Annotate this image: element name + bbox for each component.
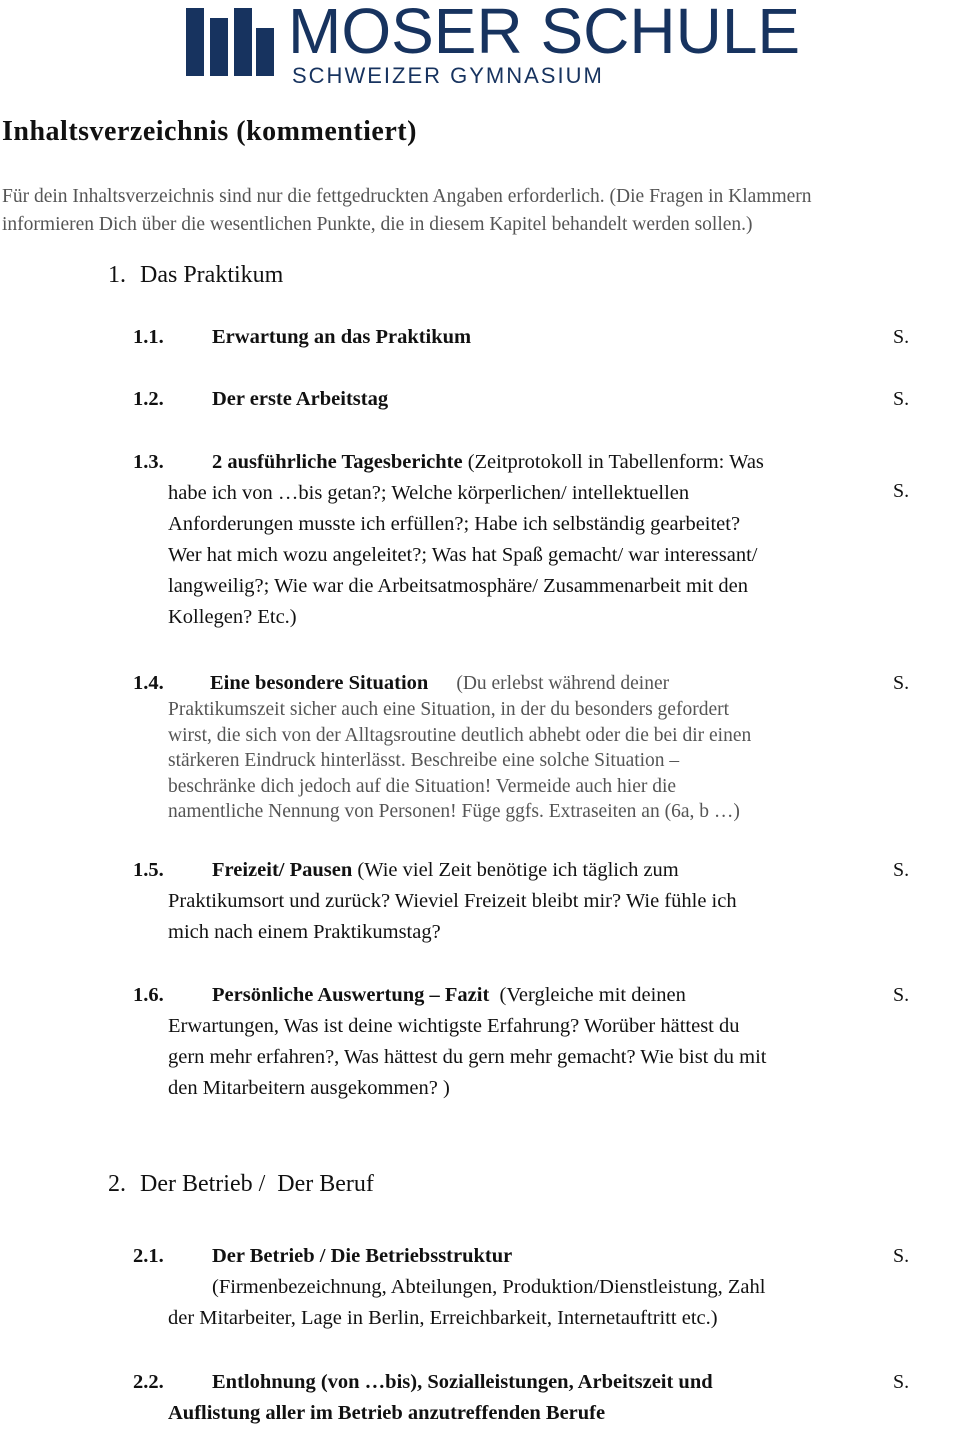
- toc-entry-1-6: [133, 980, 873, 1104]
- entry-desc-line: habe ich von …bis getan?; Welche körperlichen/ intellektuellen: [168, 482, 690, 504]
- entry-title: Eine besondere Situation: [210, 672, 429, 694]
- entry-desc-line: (Firmenbezeichnung, Abteilungen, Produktion/Dienstleistung, Zahl: [212, 1276, 766, 1298]
- entry-desc-line: beschränke dich jedoch auf die Situation! Vermeide auch hier die: [168, 775, 677, 797]
- page-ref-1-5: S.: [893, 859, 910, 881]
- toc-entry-1-3: [133, 447, 873, 633]
- entry-desc-line: Kollegen? Etc.): [168, 606, 297, 628]
- entry-number: 1.6.: [133, 984, 164, 1006]
- page-ref-2-1: S.: [893, 1245, 910, 1267]
- entry-number: 2.1.: [133, 1245, 164, 1267]
- logo-subtitle: SCHWEIZER GYMNASIUM: [292, 63, 604, 88]
- page-ref-1-2: S.: [893, 388, 910, 410]
- page-ref-1-4: S.: [893, 672, 910, 694]
- entry-number: 1.2.: [133, 388, 164, 410]
- section-2-title: Der Betrieb / Der Beruf: [140, 1171, 374, 1197]
- intro-text: [2, 183, 960, 239]
- entry-desc-line: Anforderungen musste ich erfüllen?; Habe ich selbständig gearbeitet?: [168, 513, 741, 535]
- toc-entry-1-2: [133, 384, 833, 415]
- toc-entry-2-1: [133, 1241, 873, 1334]
- entry-number: 2.2.: [133, 1371, 164, 1393]
- page-ref-1-6: S.: [893, 984, 910, 1006]
- section-2-number: 2.: [108, 1171, 126, 1197]
- page-ref-2-2: S.: [893, 1371, 910, 1393]
- entry-title: 2 ausführliche Tagesberichte: [212, 451, 463, 473]
- entry-desc-line: den Mitarbeitern ausgekommen? ): [168, 1077, 450, 1099]
- logo-title: MOSER SCHULE: [288, 0, 801, 67]
- entry-title: Erwartung an das Praktikum: [212, 326, 472, 348]
- entry-desc-line: wirst, die sich von der Alltagsroutine deutlich abhebt oder die bei dir einen: [168, 724, 752, 746]
- entry-desc-line: Erwartungen, Was ist deine wichtigste Erfahrung? Worüber hättest du: [168, 1015, 740, 1037]
- toc-entry-1-4: [133, 668, 873, 699]
- entry-desc-line: mich nach einem Praktikumstag?: [168, 921, 441, 943]
- entry-title: Freizeit/ Pausen: [212, 859, 353, 881]
- entry-number: 1.1.: [133, 326, 164, 348]
- section-1-title: Das Praktikum: [140, 262, 284, 288]
- section-2-heading: [108, 1171, 374, 1198]
- toc-entry-2-2: [133, 1367, 873, 1429]
- entry-desc-line: der Mitarbeiter, Lage in Berlin, Erreichbarkeit, Internetauftritt etc.): [168, 1307, 718, 1329]
- entry-desc-line: (Wie viel Zeit benötige ich täglich zum: [352, 859, 679, 881]
- page-title: Inhaltsverzeichnis (kommentiert): [2, 116, 417, 147]
- toc-entry-1-4-description: [168, 697, 888, 825]
- entry-number: 1.3.: [133, 451, 164, 473]
- school-logo-mark: [186, 8, 274, 76]
- intro-line-2: informieren Dich über die wesentlichen Punkte, die in diesem Kapitel behandelt werden sollen.): [2, 214, 753, 235]
- intro-line-1: Für dein Inhaltsverzeichnis sind nur die fettgedruckten Angaben erforderlich. (Die Fragen in Klammern: [2, 186, 812, 207]
- page-ref-1-3: S.: [893, 480, 910, 502]
- entry-desc-line: namentliche Nennung von Personen! Füge ggfs. Extraseiten an (6a, b …): [168, 801, 740, 822]
- entry-desc-line: (Vergleiche mit deinen: [489, 984, 686, 1006]
- entry-desc-line: langweilig?; Wie war die Arbeitsatmosphäre/ Zusammenarbeit mit den: [168, 575, 749, 597]
- toc-entry-1-1: [133, 322, 833, 353]
- entry-desc-line: Praktikumszeit sicher auch eine Situation, in der du besonders gefordert: [168, 699, 730, 720]
- page-ref-1-1: S.: [893, 326, 910, 348]
- toc-entry-1-5: [133, 855, 873, 948]
- entry-desc-line: Wer hat mich wozu angeleitet?; Was hat Spaß gemacht/ war interessant/: [168, 544, 758, 566]
- entry-desc-line: (Du erlebst während deiner: [456, 673, 670, 694]
- entry-number: 1.4.: [133, 672, 164, 694]
- entry-desc-line: (Zeitprotokoll in Tabellenform: Was: [462, 451, 764, 473]
- section-1-number: 1.: [108, 262, 126, 288]
- entry-title: Entlohnung (von …bis), Sozialleistungen, Arbeitszeit und: [212, 1371, 713, 1393]
- entry-title-continued: Auflistung aller im Betrieb anzutreffenden Berufe: [168, 1402, 606, 1424]
- entry-title: Der Betrieb / Die Betriebsstruktur: [212, 1245, 513, 1267]
- entry-desc-line: stärkeren Eindruck hinterlässt. Beschreibe eine solche Situation –: [168, 750, 680, 771]
- entry-title: Persönliche Auswertung – Fazit: [212, 984, 490, 1006]
- entry-number: 1.5.: [133, 859, 164, 881]
- entry-desc-line: Praktikumsort und zurück? Wieviel Freizeit bleibt mir? Wie fühle ich: [168, 890, 737, 912]
- entry-title: Der erste Arbeitstag: [212, 388, 389, 410]
- section-1-heading: [108, 262, 283, 289]
- entry-desc-line: gern mehr erfahren?, Was hättest du gern mehr gemacht? Wie bist du mit: [168, 1046, 767, 1068]
